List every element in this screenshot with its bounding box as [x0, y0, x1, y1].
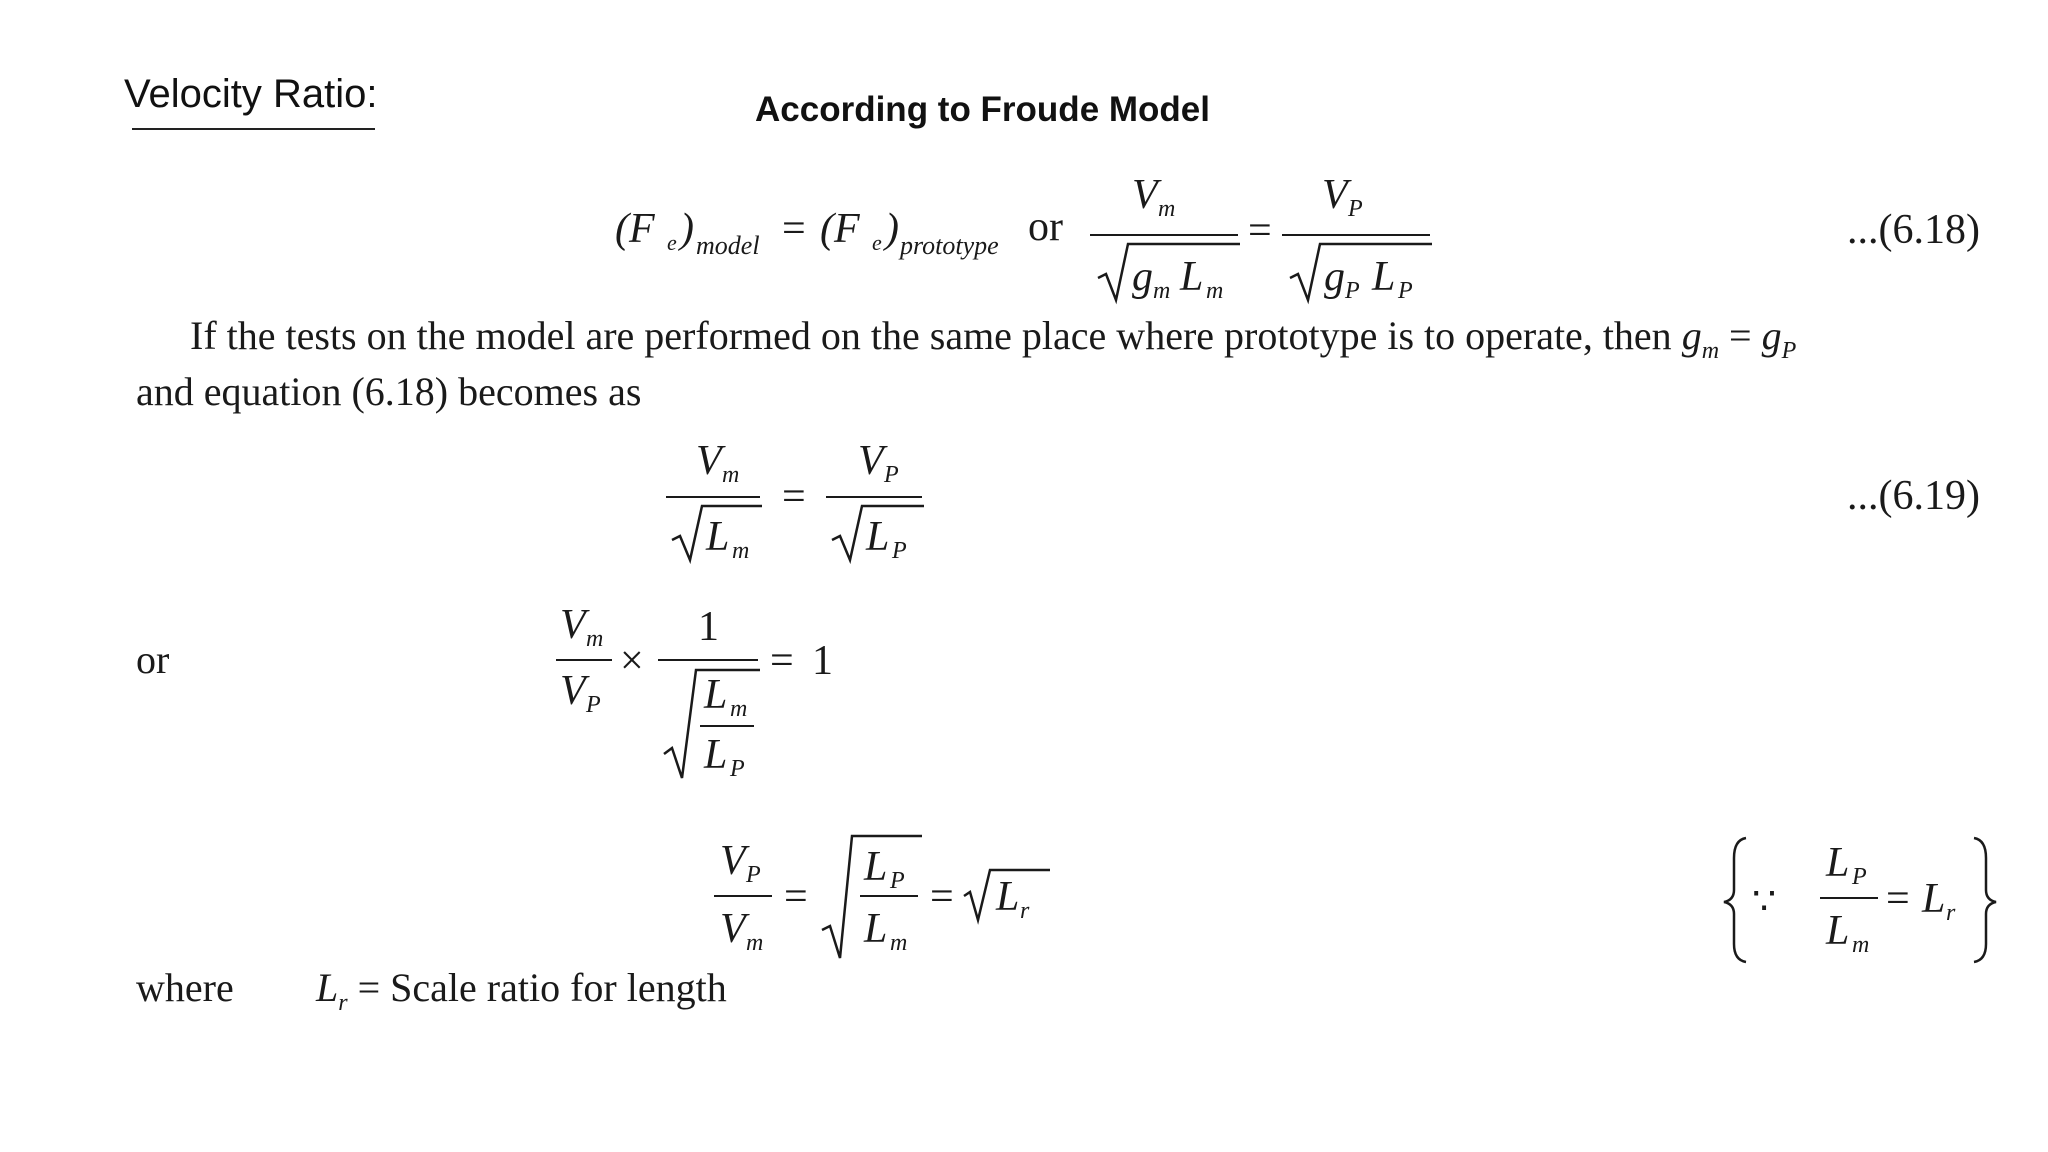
equation-result [700, 830, 1080, 970]
eq-result-root-term: L [996, 874, 1020, 920]
eq-6-18-frac2-den-g-sub: P [1345, 278, 1360, 304]
side-note-rhs: L [1922, 876, 1946, 922]
eq-6-18-frac-equals: = [1248, 208, 1272, 254]
equation-number-6-18: ...(6.18) [1847, 207, 1980, 253]
cond-equals: = [1729, 313, 1752, 358]
side-note-den-sub: m [1852, 932, 1870, 958]
eq-or-inner-num: L [704, 672, 728, 718]
eq-6-19-den-left-sub: m [732, 538, 750, 564]
eq-6-18-rhs-close: ) [885, 206, 899, 252]
cond-g1-sub: m [1701, 338, 1720, 364]
eq-6-19-num-left-sub: m [722, 462, 740, 488]
side-note-right-brace [1974, 838, 1996, 962]
eq-or-times: × [620, 638, 644, 684]
paragraph-line-2: and equation (6.18) becomes as [136, 369, 642, 414]
cond-g1: g [1681, 313, 1702, 358]
side-note-because: ∵ [1752, 881, 1777, 923]
side-note-rhs-sub: r [1946, 900, 1956, 926]
eq-6-18-lhs-symbol: (F [615, 206, 655, 252]
eq-result-den: V [720, 906, 746, 952]
eq-6-18-frac1-den-g-sub: m [1153, 278, 1171, 304]
eq-6-18-frac2-den-L: L [1372, 254, 1396, 300]
eq-result-den-sub: m [746, 930, 764, 956]
eq-6-19-num-right: V [858, 438, 884, 484]
eq-result-equals-1: = [784, 874, 808, 920]
eq-or-rhs: 1 [812, 638, 833, 684]
eq-6-18-lhs-close: ) [680, 206, 694, 252]
eq-6-18-rhs-sub: e [872, 230, 882, 255]
eq-or-frac-den: V [560, 668, 586, 714]
eq-6-18-frac2-num: V [1322, 172, 1348, 218]
where-definition-line [316, 964, 727, 1017]
side-note-equation [1718, 832, 2008, 972]
eq-or-frac-den-sub: P [586, 692, 601, 718]
or-label: or [136, 637, 170, 682]
eq-result-root-term-sub: r [1020, 898, 1030, 924]
eq-6-18-lhs-subscript: model [696, 231, 760, 260]
eq-result-rad-num-sub: P [890, 868, 905, 894]
eq-6-18-equals: = [782, 206, 806, 252]
eq-6-19-den-right-sub: P [892, 538, 907, 564]
equation-6-19 [660, 432, 940, 572]
side-note-num: L [1826, 840, 1850, 886]
eq-6-18-frac1-num-sub: m [1158, 196, 1176, 222]
cond-g2: g [1761, 313, 1782, 358]
eq-result-num: V [720, 838, 746, 884]
eq-or-inner-den: L [704, 732, 728, 778]
side-note-den: L [1826, 908, 1850, 954]
section-heading: Velocity Ratio: [124, 72, 378, 116]
eq-6-19-den-left: L [706, 514, 730, 560]
cond-g2-sub: P [1781, 338, 1797, 364]
where-symbol-sub: r [338, 990, 348, 1016]
equation-6-18 [600, 160, 1460, 310]
paragraph-text-1: If the tests on the model are performed on the same place where prototype is to operate, then [190, 313, 1672, 358]
eq-6-18-frac1-den-L-sub: m [1206, 278, 1224, 304]
side-note-num-sub: P [1852, 864, 1867, 890]
eq-6-19-num-right-sub: P [884, 462, 899, 488]
eq-6-18-rhs-subscript: prototype [900, 231, 999, 260]
eq-6-18-rhs-symbol: (F [820, 206, 860, 252]
eq-6-18-frac2-den-L-sub: P [1398, 278, 1413, 304]
equation-number-6-19: ...(6.19) [1847, 473, 1980, 519]
eq-result-rad-den-sub: m [890, 930, 908, 956]
heading-underline [132, 128, 375, 130]
eq-6-18-frac1-num: V [1132, 172, 1158, 218]
eq-or-inner-den-sub: P [730, 756, 745, 782]
eq-6-18-frac1-den-g: g [1132, 254, 1153, 300]
section-subheading: According to Froude Model [755, 90, 1210, 129]
where-label: where [136, 965, 234, 1010]
where-definition: = Scale ratio for length [357, 965, 727, 1010]
side-note-equals: = [1886, 876, 1910, 922]
eq-result-num-sub: P [746, 862, 761, 888]
eq-6-18-frac1-den-L: L [1180, 254, 1204, 300]
eq-or-frac-num: V [560, 602, 586, 648]
where-symbol: L [316, 965, 339, 1010]
eq-result-rad-num: L [864, 844, 888, 890]
equation-or [548, 598, 868, 798]
eq-or-frac-num-sub: m [586, 626, 604, 652]
eq-6-18-or: or [1028, 204, 1063, 250]
eq-6-18-lhs-sub: e [667, 230, 677, 255]
eq-6-19-equals: = [782, 474, 806, 520]
eq-or-inner-num-sub: m [730, 696, 748, 722]
eq-result-rad-den: L [864, 906, 888, 952]
eq-6-18-frac2-den-g: g [1324, 254, 1345, 300]
eq-or-one-num: 1 [698, 604, 719, 650]
eq-result-equals-2: = [930, 874, 954, 920]
eq-or-equals: = [770, 638, 794, 684]
eq-6-19-num-left: V [696, 438, 722, 484]
eq-6-19-den-right: L [866, 514, 890, 560]
eq-6-18-frac2-num-sub: P [1348, 196, 1363, 222]
side-note-left-brace [1724, 838, 1746, 962]
